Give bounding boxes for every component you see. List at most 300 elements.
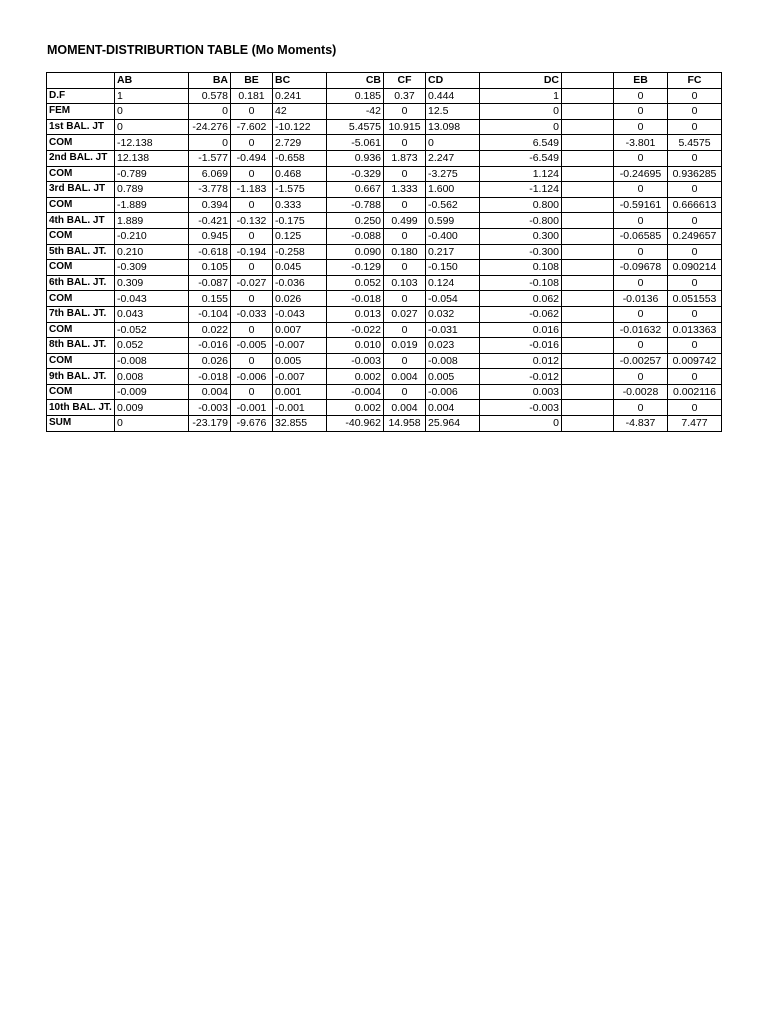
table-cell: 0.394 (189, 197, 231, 213)
page-title: MOMENT-DISTRIBURTION TABLE (Mo Moments) (47, 43, 337, 57)
table-cell: 0.250 (327, 213, 384, 229)
table-cell: 1 (115, 88, 189, 104)
table-cell: -0.494 (231, 150, 273, 166)
row-label: 5th BAL. JT. (47, 244, 115, 260)
table-cell: 0.032 (426, 306, 480, 322)
row-label: 7th BAL. JT. (47, 306, 115, 322)
table-cell: 0.026 (189, 353, 231, 369)
table-cell: 32.855 (273, 416, 327, 432)
table-cell: 5.4575 (668, 135, 722, 151)
table-row (47, 213, 722, 229)
table-cell: -10.122 (273, 119, 327, 135)
table-cell: -0.062 (480, 306, 562, 322)
table-cell: -3.275 (426, 166, 480, 182)
table-cell: 0.599 (426, 213, 480, 229)
table-cell: 0.010 (327, 338, 384, 354)
table-cell: -0.329 (327, 166, 384, 182)
table-cell: 0.019 (384, 338, 426, 354)
table-cell: 0 (614, 306, 668, 322)
column-header: BA (189, 73, 231, 89)
table-cell: -0.129 (327, 260, 384, 276)
table-cell: -0.016 (189, 338, 231, 354)
table-cell: -0.012 (480, 369, 562, 385)
table-cell: 0 (614, 213, 668, 229)
table-cell: -1.183 (231, 182, 273, 198)
table-row (47, 369, 722, 385)
row-label: 10th BAL. JT. (47, 400, 115, 416)
row-label: 4th BAL. JT (47, 213, 115, 229)
row-label: COM (47, 228, 115, 244)
table-cell: 0 (231, 228, 273, 244)
table-cell: 1.873 (384, 150, 426, 166)
table-cell: -0.052 (115, 322, 189, 338)
table-cell: 0 (614, 369, 668, 385)
table-cell (562, 260, 614, 276)
table-cell: -42 (327, 104, 384, 120)
table-cell: -0.007 (273, 369, 327, 385)
table-cell: -0.018 (327, 291, 384, 307)
table-cell (562, 369, 614, 385)
table-cell: 0.789 (115, 182, 189, 198)
table-cell: 0 (668, 182, 722, 198)
row-label: COM (47, 197, 115, 213)
table-cell: -0.001 (231, 400, 273, 416)
table-cell: 0.309 (115, 275, 189, 291)
table-cell: 0.027 (384, 306, 426, 322)
table-cell: -0.036 (273, 275, 327, 291)
table-cell (562, 182, 614, 198)
table-cell: 0 (614, 400, 668, 416)
row-label: COM (47, 135, 115, 151)
column-header: CB (327, 73, 384, 89)
table-row (47, 275, 722, 291)
table-row (47, 197, 722, 213)
table-cell: -40.962 (327, 416, 384, 432)
table-row (47, 150, 722, 166)
row-label: 6th BAL. JT. (47, 275, 115, 291)
table-cell: -9.676 (231, 416, 273, 432)
table-cell (562, 322, 614, 338)
table-cell: 0 (384, 384, 426, 400)
table-cell: 0.008 (115, 369, 189, 385)
row-label: 2nd BAL. JT (47, 150, 115, 166)
table-cell: 0 (668, 369, 722, 385)
table-cell: 0 (384, 322, 426, 338)
table-cell: 1.124 (480, 166, 562, 182)
table-cell: 0 (189, 135, 231, 151)
table-cell: 1.889 (115, 213, 189, 229)
column-header (562, 73, 614, 89)
row-label: 9th BAL. JT. (47, 369, 115, 385)
table-cell: 0 (231, 166, 273, 182)
table-cell: 0.105 (189, 260, 231, 276)
table-cell: 0 (384, 104, 426, 120)
column-header: FC (668, 73, 722, 89)
table-cell: -0.005 (231, 338, 273, 354)
table-cell: 42 (273, 104, 327, 120)
table-cell: 0.023 (426, 338, 480, 354)
column-header: CF (384, 73, 426, 89)
table-cell: -0.300 (480, 244, 562, 260)
table-cell: 0.936285 (668, 166, 722, 182)
header-row (47, 73, 722, 89)
table-cell: 0.468 (273, 166, 327, 182)
row-label: 8th BAL. JT. (47, 338, 115, 354)
table-cell: 0 (115, 104, 189, 120)
table-cell: 7.477 (668, 416, 722, 432)
table-cell: 0 (480, 119, 562, 135)
table-cell: -0.008 (426, 353, 480, 369)
table-cell: 0 (668, 275, 722, 291)
table-cell: -0.003 (480, 400, 562, 416)
table-row (47, 104, 722, 120)
column-header: CD (426, 73, 480, 89)
table-cell: -0.06585 (614, 228, 668, 244)
table-cell: -23.179 (189, 416, 231, 432)
table-cell: 0.249657 (668, 228, 722, 244)
table-cell: 6.069 (189, 166, 231, 182)
table-cell: 0.022 (189, 322, 231, 338)
row-label: D.F (47, 88, 115, 104)
table-cell: -0.0028 (614, 384, 668, 400)
table-cell: 0.666613 (668, 197, 722, 213)
row-label: COM (47, 384, 115, 400)
table-cell: 0.002 (327, 400, 384, 416)
table-cell: 0.800 (480, 197, 562, 213)
table-cell: 0.090214 (668, 260, 722, 276)
table-row (47, 182, 722, 198)
row-label: COM (47, 353, 115, 369)
table-cell: -0.175 (273, 213, 327, 229)
table-cell: 0.004 (426, 400, 480, 416)
table-cell: -0.788 (327, 197, 384, 213)
table-cell: 0.043 (115, 306, 189, 322)
table-cell: 0.005 (273, 353, 327, 369)
table-cell: -0.789 (115, 166, 189, 182)
table-cell: 2.729 (273, 135, 327, 151)
table-cell: -1.575 (273, 182, 327, 198)
table-cell: 0 (384, 228, 426, 244)
table-cell: 0.210 (115, 244, 189, 260)
table-cell (562, 150, 614, 166)
table-cell: 0.002116 (668, 384, 722, 400)
table-cell: -0.033 (231, 306, 273, 322)
table-cell: 0 (614, 338, 668, 354)
table-cell: 0.217 (426, 244, 480, 260)
table-cell: -0.400 (426, 228, 480, 244)
table-cell: 0.062 (480, 291, 562, 307)
table-cell: -0.108 (480, 275, 562, 291)
table-row (47, 400, 722, 416)
table-cell: 12.138 (115, 150, 189, 166)
table-cell: 0 (668, 88, 722, 104)
table-cell: 0 (231, 260, 273, 276)
table-cell: 0.103 (384, 275, 426, 291)
table-cell: 0 (614, 182, 668, 198)
row-label: COM (47, 260, 115, 276)
table-cell: 0 (384, 197, 426, 213)
table-cell: 0 (614, 104, 668, 120)
table-cell: 0 (231, 384, 273, 400)
table-cell (562, 228, 614, 244)
table-cell: 0.180 (384, 244, 426, 260)
table-cell: -0.004 (327, 384, 384, 400)
table-cell: -0.001 (273, 400, 327, 416)
table-cell: 0.444 (426, 88, 480, 104)
table-cell: 0 (668, 338, 722, 354)
table-cell: 0.026 (273, 291, 327, 307)
table-cell: -0.031 (426, 322, 480, 338)
column-header: BC (273, 73, 327, 89)
table-cell: 0.945 (189, 228, 231, 244)
table-row (47, 306, 722, 322)
table-cell: 0.155 (189, 291, 231, 307)
table-cell: 0 (115, 119, 189, 135)
table-cell: -0.00257 (614, 353, 668, 369)
table-cell (562, 197, 614, 213)
table-cell: 0.009742 (668, 353, 722, 369)
table-cell: 1.333 (384, 182, 426, 198)
table-cell: 0.001 (273, 384, 327, 400)
table-cell: -7.602 (231, 119, 273, 135)
table-cell: -0.022 (327, 322, 384, 338)
table-cell: -0.132 (231, 213, 273, 229)
table-cell: 0.004 (189, 384, 231, 400)
table-cell: 0.005 (426, 369, 480, 385)
table-cell: 0.009 (115, 400, 189, 416)
table-cell: 0.004 (384, 400, 426, 416)
table-cell: 0 (480, 416, 562, 432)
table-cell: 13.098 (426, 119, 480, 135)
table-cell: -0.054 (426, 291, 480, 307)
table-cell: -12.138 (115, 135, 189, 151)
table-cell: 0 (384, 291, 426, 307)
table-cell: -0.09678 (614, 260, 668, 276)
table-cell: 0.013 (327, 306, 384, 322)
table-cell: -0.0136 (614, 291, 668, 307)
table-cell: -0.003 (327, 353, 384, 369)
table-cell: 1.600 (426, 182, 480, 198)
table-cell: -0.421 (189, 213, 231, 229)
table-cell: 0.002 (327, 369, 384, 385)
table-cell: 0.004 (384, 369, 426, 385)
table-cell (562, 244, 614, 260)
row-label: COM (47, 166, 115, 182)
table-cell: 0 (614, 150, 668, 166)
table-cell (562, 119, 614, 135)
table-row (47, 166, 722, 182)
table-cell: 0.185 (327, 88, 384, 104)
row-label: SUM (47, 416, 115, 432)
table-row (47, 416, 722, 432)
table-cell: -0.088 (327, 228, 384, 244)
table-cell: -0.006 (231, 369, 273, 385)
moment-distribution-table (46, 72, 722, 432)
table-cell: -0.006 (426, 384, 480, 400)
table-cell: 0 (384, 135, 426, 151)
table-cell: 0 (480, 104, 562, 120)
table-cell: -0.24695 (614, 166, 668, 182)
table-cell: -0.043 (273, 306, 327, 322)
table-cell: 0.003 (480, 384, 562, 400)
table-cell (562, 166, 614, 182)
table-cell: 0 (231, 135, 273, 151)
table-row (47, 244, 722, 260)
table-cell: 0.052 (327, 275, 384, 291)
table-row (47, 119, 722, 135)
table-cell: -0.59161 (614, 197, 668, 213)
table-row (47, 338, 722, 354)
table-cell (562, 104, 614, 120)
table-cell (562, 338, 614, 354)
table-cell: 1 (480, 88, 562, 104)
table-cell: -0.562 (426, 197, 480, 213)
row-label: FEM (47, 104, 115, 120)
table-cell: 0.300 (480, 228, 562, 244)
table-cell: -0.309 (115, 260, 189, 276)
table-cell: 0 (189, 104, 231, 120)
table-cell: 0 (668, 104, 722, 120)
table-cell: 6.549 (480, 135, 562, 151)
table-cell: 0.499 (384, 213, 426, 229)
table-cell: -0.258 (273, 244, 327, 260)
table-cell: 0.090 (327, 244, 384, 260)
table-cell: -0.003 (189, 400, 231, 416)
table-cell: -1.577 (189, 150, 231, 166)
table-cell: 0 (384, 353, 426, 369)
table-cell: -0.027 (231, 275, 273, 291)
table-cell: -0.008 (115, 353, 189, 369)
table-cell (562, 384, 614, 400)
table-cell: -0.800 (480, 213, 562, 229)
table-cell: -0.150 (426, 260, 480, 276)
table-cell (562, 275, 614, 291)
row-label: COM (47, 322, 115, 338)
table-cell: 0 (614, 275, 668, 291)
table-cell (562, 135, 614, 151)
table-cell: 0 (668, 244, 722, 260)
table-cell: 0.007 (273, 322, 327, 338)
table-cell: 0.181 (231, 88, 273, 104)
table-cell: 0.052 (115, 338, 189, 354)
table-cell: 0 (614, 119, 668, 135)
table-row (47, 228, 722, 244)
table-cell (562, 416, 614, 432)
table-cell (562, 400, 614, 416)
column-header (47, 73, 115, 89)
table-cell (562, 291, 614, 307)
table-cell: 0.241 (273, 88, 327, 104)
table-cell: 0 (668, 306, 722, 322)
table-cell (562, 213, 614, 229)
table-cell: 0 (614, 244, 668, 260)
table-cell: 0 (384, 166, 426, 182)
table-cell: 0.013363 (668, 322, 722, 338)
table-cell: -3.801 (614, 135, 668, 151)
table-cell: 0.936 (327, 150, 384, 166)
table-cell: -0.016 (480, 338, 562, 354)
table-cell: 0 (668, 119, 722, 135)
table-cell: 0 (231, 104, 273, 120)
table-cell: -0.007 (273, 338, 327, 354)
table-row (47, 384, 722, 400)
table-cell: 0.125 (273, 228, 327, 244)
table-cell: -24.276 (189, 119, 231, 135)
table-cell: -0.043 (115, 291, 189, 307)
table-cell: -0.658 (273, 150, 327, 166)
table-cell: 2.247 (426, 150, 480, 166)
table-row (47, 88, 722, 104)
row-label: 3rd BAL. JT (47, 182, 115, 198)
table-cell: 0 (668, 400, 722, 416)
table-cell: -3.778 (189, 182, 231, 198)
table-cell: -0.618 (189, 244, 231, 260)
table-cell: 0.012 (480, 353, 562, 369)
table-cell: 0.37 (384, 88, 426, 104)
table-cell (562, 353, 614, 369)
column-header: DC (480, 73, 562, 89)
table-cell: 0 (231, 353, 273, 369)
table-cell: -1.889 (115, 197, 189, 213)
table-cell: -1.124 (480, 182, 562, 198)
table-cell: 0 (614, 88, 668, 104)
table-cell: 14.958 (384, 416, 426, 432)
table-cell: -0.018 (189, 369, 231, 385)
table-cell: 0 (231, 322, 273, 338)
table-cell: 0 (384, 260, 426, 276)
table-cell (562, 306, 614, 322)
row-label: 1st BAL. JT (47, 119, 115, 135)
table-cell: -4.837 (614, 416, 668, 432)
table-cell: -0.210 (115, 228, 189, 244)
table-row (47, 260, 722, 276)
table-cell: 0 (426, 135, 480, 151)
table-row (47, 135, 722, 151)
table-cell: 0.578 (189, 88, 231, 104)
table-cell: 0 (668, 150, 722, 166)
column-header: AB (115, 73, 189, 89)
table-cell: 0.667 (327, 182, 384, 198)
table-cell: -0.194 (231, 244, 273, 260)
table-cell: 0.051553 (668, 291, 722, 307)
column-header: EB (614, 73, 668, 89)
table-cell: -0.009 (115, 384, 189, 400)
row-label: COM (47, 291, 115, 307)
column-header: BE (231, 73, 273, 89)
table-cell: 0.333 (273, 197, 327, 213)
table-cell: 10.915 (384, 119, 426, 135)
table-cell: 25.964 (426, 416, 480, 432)
table-cell: -6.549 (480, 150, 562, 166)
table-row (47, 322, 722, 338)
table-cell: 0.108 (480, 260, 562, 276)
table-cell: 0.016 (480, 322, 562, 338)
table-cell: 0 (115, 416, 189, 432)
table-cell: 0 (231, 291, 273, 307)
table-cell: 0 (668, 213, 722, 229)
table-cell: 12.5 (426, 104, 480, 120)
table-cell (562, 88, 614, 104)
table-cell: 0.045 (273, 260, 327, 276)
table-cell: -5.061 (327, 135, 384, 151)
table-row (47, 291, 722, 307)
table-cell: 0 (231, 197, 273, 213)
table-row (47, 353, 722, 369)
table-cell: -0.01632 (614, 322, 668, 338)
table-cell: -0.104 (189, 306, 231, 322)
table-cell: 0.124 (426, 275, 480, 291)
table-cell: 5.4575 (327, 119, 384, 135)
